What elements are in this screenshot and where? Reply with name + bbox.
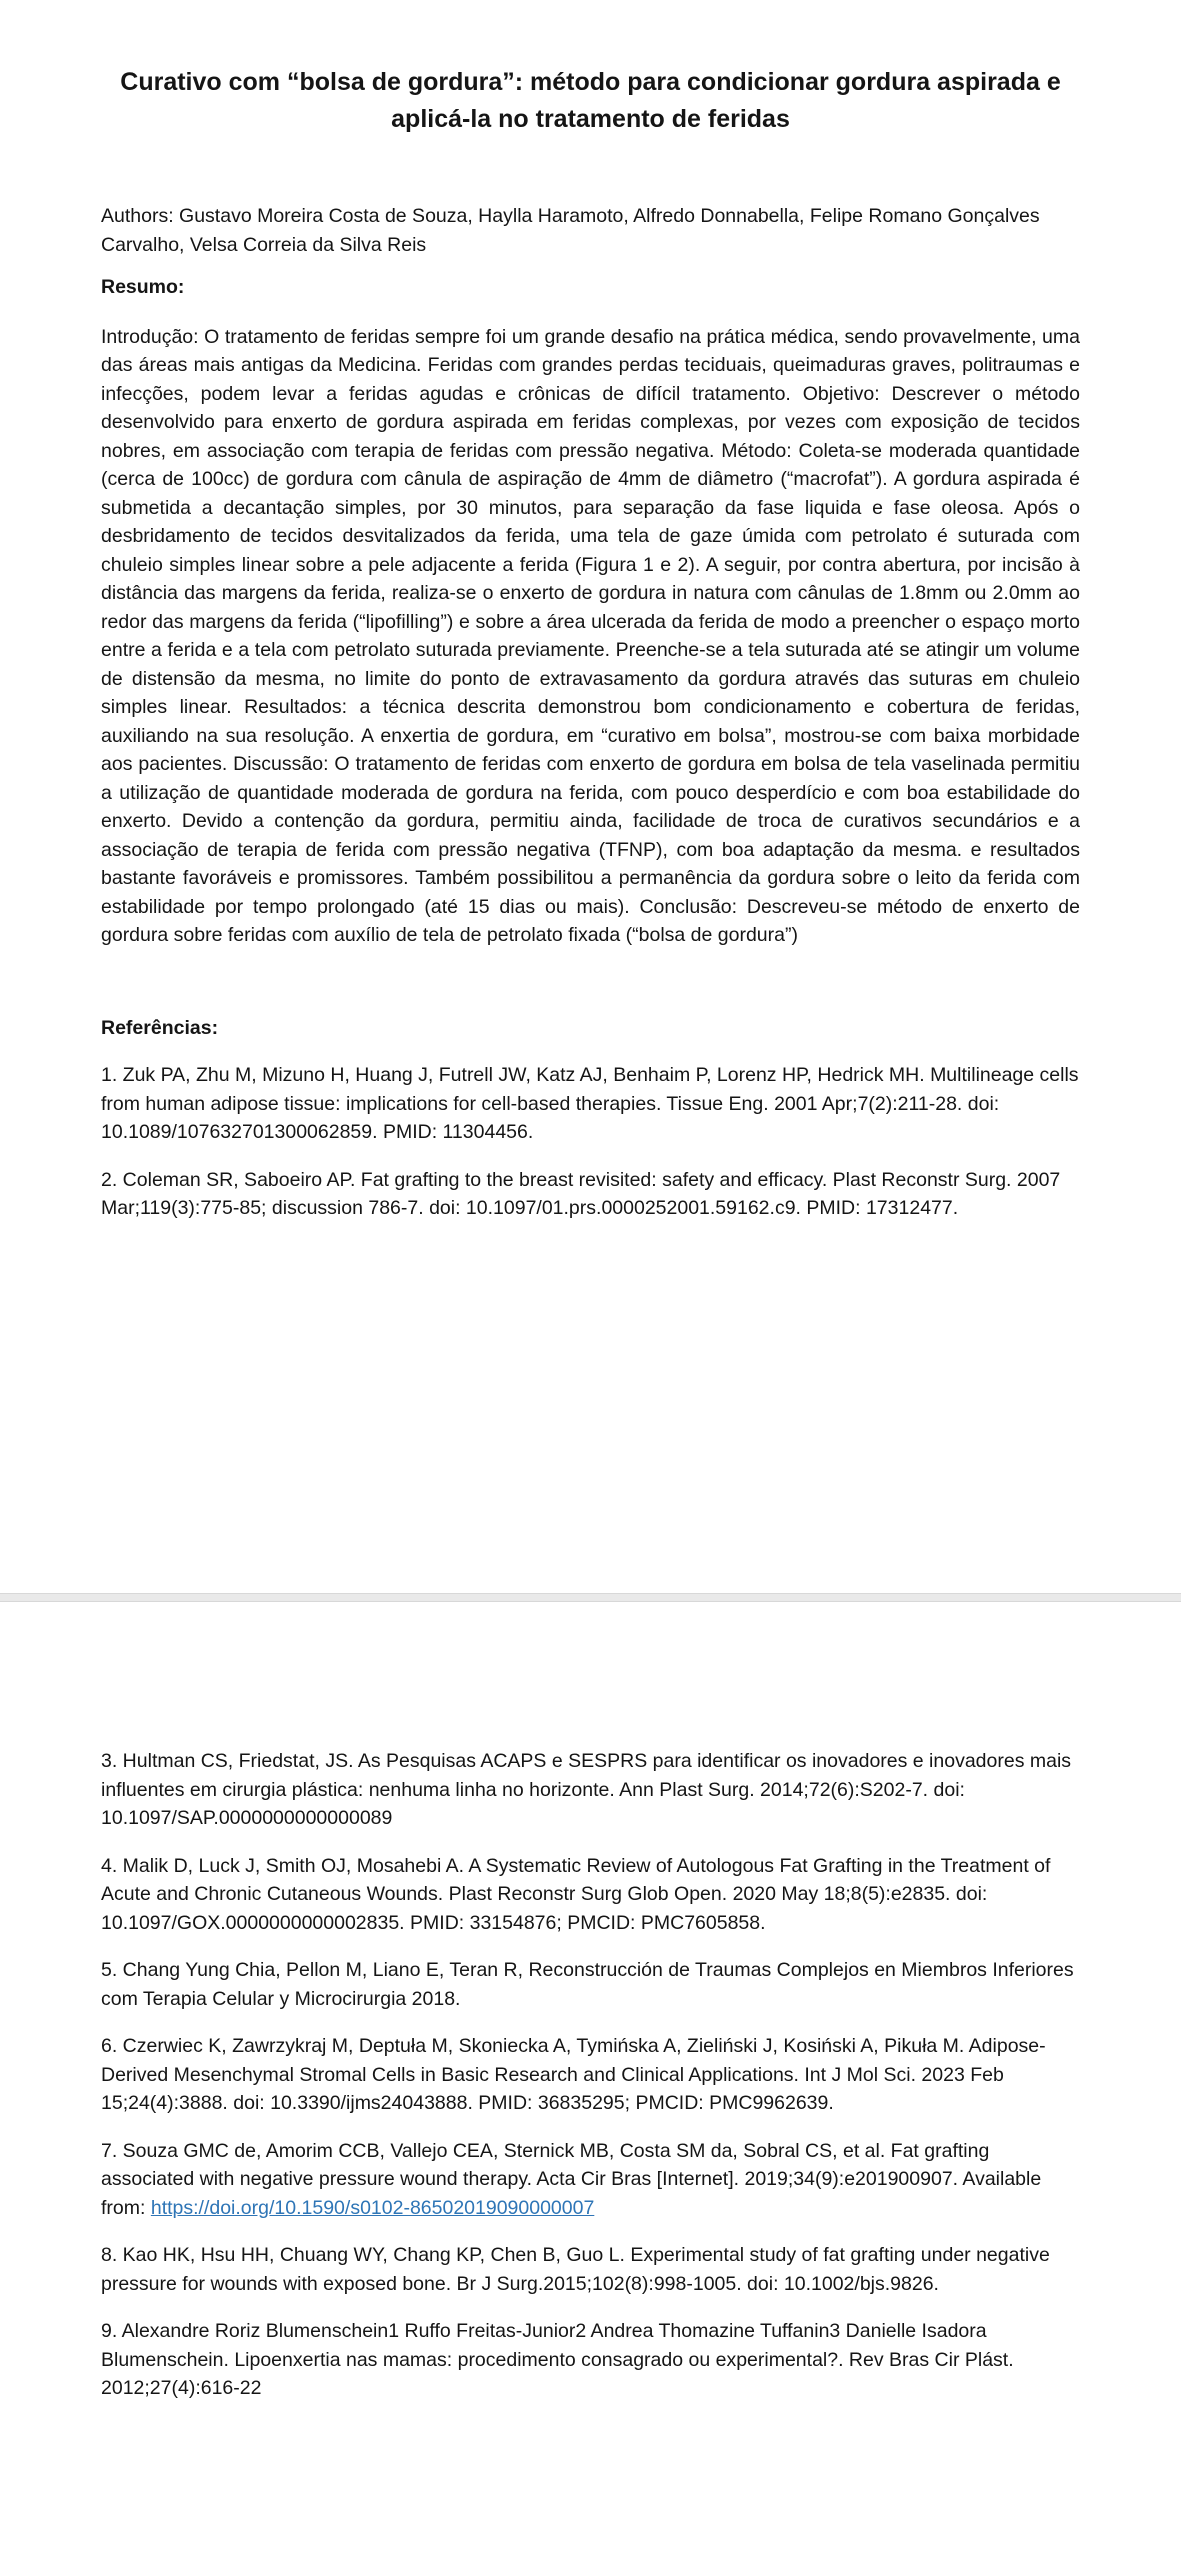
reference-item-2: 2. Coleman SR, Saboeiro AP. Fat grafting to the breast revisited: safety and efficacy. Plast Reconstr Surg. 2007 Mar;119(3):775-85; discussion 786-7. doi: 10.1097/01.prs.0000252001.59162.c9. PMID: 17312477. bbox=[101, 1168, 1061, 1219]
authors-line: Authors: Gustavo Moreira Costa de Souza, Haylla Haramoto, Alfredo Donnabella, Felipe Romano Gonçalves Carvalho, Velsa Correia da Silva Reis bbox=[101, 205, 1040, 256]
reference-item-1: 1. Zuk PA, Zhu M, Mizuno H, Huang J, Futrell JW, Katz AJ, Benhaim P, Lorenz HP, Hedrick MH. Multilineage cells from human adipose tissue: implications for cell-based therapies. Tissue Eng. 2001 Apr;7(2):211-28. doi: 10.1089/107632701300062859. PMID: 11304456. bbox=[101, 1064, 1079, 1143]
reference-item-8: 8. Kao HK, Hsu HH, Chuang WY, Chang KP, Chen B, Guo L. Experimental study of fat grafting under negative pressure for wounds with exposed bone. Br J Surg.2015;102(8):998-1005. doi: 10.1002/bjs.9826. bbox=[101, 2244, 1050, 2295]
document-title: Curativo com “bolsa de gordura”: método para condicionar gordura aspirada e aplicá-la no tratamento de feridas bbox=[120, 68, 1061, 133]
reference-item-6: 6. Czerwiec K, Zawrzykraj M, Deptuła M, Skoniecka A, Tymińska A, Zieliński J, Kosiński A, Pikuła M. Adipose-Derived Mesenchymal Stromal Cells in Basic Research and Clinical Applications. Int J Mol Sci. 2023 Feb 15;24(4):3888. doi: 10.3390/ijms24043888. PMID: 36835295; PMCID: PMC9962639. bbox=[101, 2035, 1046, 2114]
reference-item-5: 5. Chang Yung Chia, Pellon M, Liano E, Teran R, Reconstrucción de Traumas Complejos en Miembros Inferiores com Terapia Celular y Microcirurgia 2018. bbox=[101, 1959, 1074, 2010]
reference-item-7-text: 7. Souza GMC de, Amorim CCB, Vallejo CEA, Sternick MB, Costa SM da, Sobral CS, et al. Fat grafting associated with negative pressure wound therapy. Acta Cir Bras [Internet]. 2019;34(9):e201900907. Available from: bbox=[101, 2139, 1042, 2219]
reference-item-7 bbox=[101, 2137, 1080, 2223]
page-separator bbox=[0, 1593, 1181, 1602]
doi-link[interactable]: https://doi.org/10.1590/s0102-86502019090000007 bbox=[150, 2196, 595, 2219]
page-2 bbox=[0, 1602, 1181, 2560]
abstract-text: Introdução: O tratamento de feridas sempre foi um grande desafio na prática médica, sendo provavelmente, uma das áreas mais antigas da Medicina. Feridas com grandes perdas teciduais, queimaduras graves, politraumas e infecções, podem levar a feridas agudas e crônicas de difícil tratamento. Objetivo: Descrever o método desenvolvido para enxerto de gordura aspirada em feridas complexas, por vezes com exposição de tecidos nobres, em associação com terapia de feridas com pressão negativa. Método: Coleta-se moderada quantidade (cerca de 100cc) de gordura com cânula de aspiração de 4mm de diâmetro (“macrofat”). A gordura aspirada é submetida a decantação simples, por 30 minutos, para separação da fase liquida e fase oleosa. Após o desbridamento de tecidos desvitalizados da ferida, uma tela de gaze úmida com petrolato é suturada com chuleio simples linear sobre a pele adjacente a ferida (Figura 1 e 2). A seguir, por contra abertura, por incisão à distância das margens da ferida, realiza-se o enxerto de gordura in natura com cânulas de 1.8mm ou 2.0mm ao redor das margens da ferida (“lipofilling”) e sobre a área ulcerada da ferida de modo a preencher o espaço morto entre a ferida e a tela com petrolato suturada previamente. Preenche-se a tela suturada até se atingir um volume de distensão da mesma, no limite do ponto de extravasamento da gordura através das suturas em chuleio simples linear. Resultados: a técnica descrita demonstrou bom condicionamento e cobertura de feridas, auxiliando na sua resolução. A enxertia de gordura, em “curativo em bolsa”, mostrou-se com baixa morbidade aos pacientes. Discussão: O tratamento de feridas com enxerto de gordura em bolsa de tela vaselinada permitiu a utilização de quantidade moderada de gordura na ferida, com pouco desperdício e com boa estabilidade do enxerto. Devido a contenção da gordura, permitiu ainda, facilidade de troca de curativos secundários e a associação de terapia de ferida com pressão negativa (TFNP), com boa adaptação da mesma. e resultados bastante favoráveis e promissores. Também possibilitou a permanência da gordura sobre o leito da ferida com estabilidade por tempo prolongado (até 15 dias ou mais). Conclusão: Descreveu-se método de enxerto de gordura sobre feridas com auxílio de tela de petrolato fixada (“bolsa de gordura”) bbox=[101, 325, 1080, 946]
references-heading: Referências: bbox=[101, 1016, 219, 1039]
abstract-heading: Resumo: bbox=[101, 276, 185, 298]
reference-item-3: 3. Hultman CS, Friedstat, JS. As Pesquisas ACAPS e SESPRS para identificar os inovadores e inovadores mais influentes em cirurgia plástica: nenhuma linha no horizonte. Ann Plast Surg. 2014;72(6):S202-7. doi: 10.1097/SAP.0000000000000089 bbox=[101, 1750, 1072, 1829]
reference-item-4: 4. Malik D, Luck J, Smith OJ, Mosahebi A. A Systematic Review of Autologous Fat Grafting in the Treatment of Acute and Chronic Cutaneous Wounds. Plast Reconstr Surg Glob Open. 2020 May 18;8(5):e2835. doi: 10.1097/GOX.0000000000002835. PMID: 33154876; PMCID: PMC7605858. bbox=[101, 1854, 1051, 1934]
reference-item-9: 9. Alexandre Roriz Blumenschein1 Ruffo Freitas-Junior2 Andrea Thomazine Tuffanin3 Danielle Isadora Blumenschein. Lipoenxertia nas mamas: procedimento consagrado ou experimental?. Rev Bras Cir Plást. 2012;27(4):616-22 bbox=[101, 2320, 1014, 2399]
